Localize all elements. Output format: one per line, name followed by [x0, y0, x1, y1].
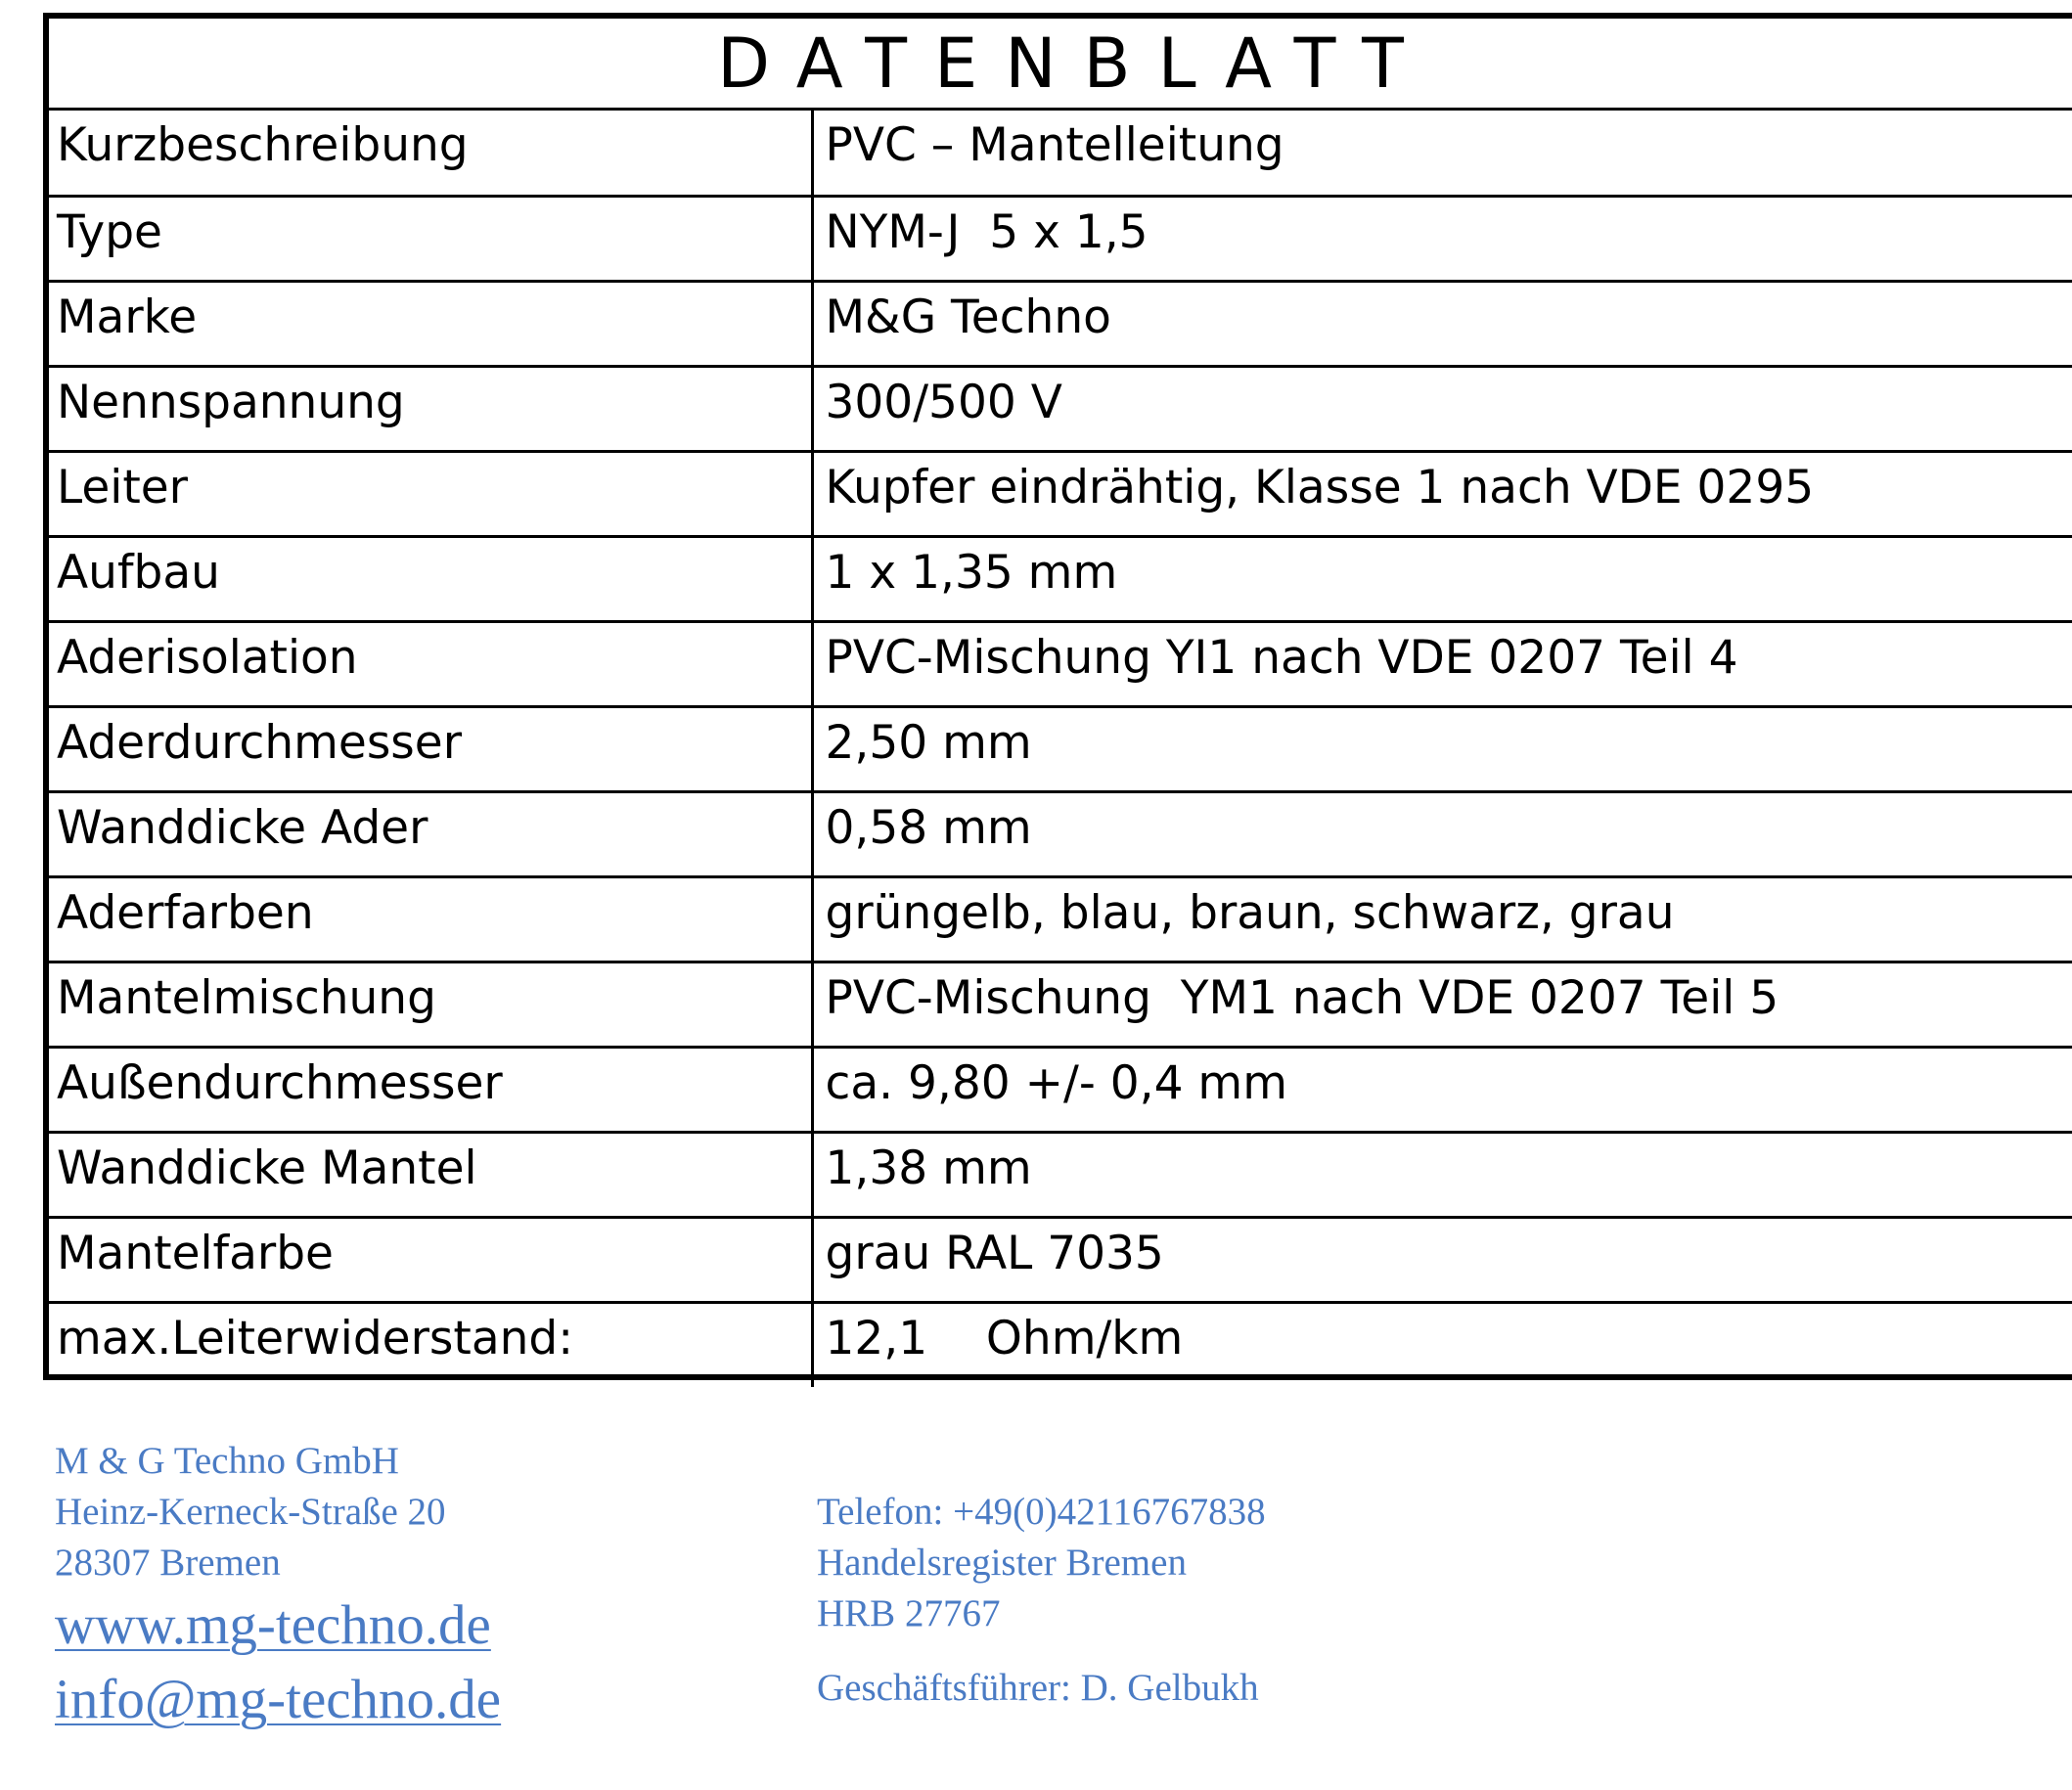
- table-row: [49, 196, 2072, 281]
- table-row: [49, 621, 2072, 706]
- datasheet-table: [43, 13, 2072, 1380]
- row-value: 2,50 mm: [812, 706, 2072, 791]
- company-street: Heinz-Kerneck-Straße 20: [55, 1491, 446, 1533]
- row-value: NYM-J 5 x 1,5: [812, 196, 2072, 281]
- company-registry-block: [817, 1487, 1266, 1714]
- row-value: ca. 9,80 +/- 0,4 mm: [812, 1047, 2072, 1132]
- company-register: Handelsregister Bremen: [817, 1542, 1187, 1584]
- table-row: [49, 451, 2072, 536]
- table-row: [49, 536, 2072, 621]
- row-value: PVC-Mischung YM1 nach VDE 0207 Teil 5: [812, 962, 2072, 1047]
- row-label: Aufbau: [49, 536, 812, 621]
- spec-table: [49, 111, 2072, 1387]
- row-label: Type: [49, 196, 812, 281]
- row-value: PVC – Mantelleitung: [812, 111, 2072, 196]
- row-label: Nennspannung: [49, 366, 812, 451]
- row-label: Aderfarben: [49, 876, 812, 962]
- row-label: Mantelfarbe: [49, 1217, 812, 1302]
- table-row: [49, 1302, 2072, 1387]
- table-row: [49, 876, 2072, 962]
- row-label: Außendurchmesser: [49, 1047, 812, 1132]
- company-director: Geschäftsführer: D. Gelbukh: [817, 1667, 1259, 1709]
- company-name: M & G Techno GmbH: [55, 1440, 399, 1482]
- datasheet-title: DATENBLATT: [49, 19, 2072, 111]
- row-label: Kurzbeschreibung: [49, 111, 812, 196]
- row-value: grau RAL 7035: [812, 1217, 2072, 1302]
- row-value: PVC-Mischung YI1 nach VDE 0207 Teil 4: [812, 621, 2072, 706]
- row-label: Marke: [49, 281, 812, 366]
- company-phone: Telefon: +49(0)42116767838: [817, 1491, 1266, 1533]
- table-row: [49, 706, 2072, 791]
- row-label: Wanddicke Ader: [49, 791, 812, 876]
- table-row: [49, 791, 2072, 876]
- company-address-block: [55, 1436, 501, 1737]
- row-value: M&G Techno: [812, 281, 2072, 366]
- row-value: grüngelb, blau, braun, schwarz, grau: [812, 876, 2072, 962]
- row-label: Mantelmischung: [49, 962, 812, 1047]
- spacer: [817, 1639, 1266, 1663]
- company-city: 28307 Bremen: [55, 1542, 281, 1584]
- email-link[interactable]: info@mg-techno.de: [55, 1669, 502, 1730]
- table-row: [49, 281, 2072, 366]
- row-value: Kupfer eindrähtig, Klasse 1 nach VDE 0295: [812, 451, 2072, 536]
- row-label: Wanddicke Mantel: [49, 1132, 812, 1217]
- row-label: Aderdurchmesser: [49, 706, 812, 791]
- table-row: [49, 1217, 2072, 1302]
- table-row: [49, 962, 2072, 1047]
- table-row: [49, 366, 2072, 451]
- row-value: 300/500 V: [812, 366, 2072, 451]
- row-value: 0,58 mm: [812, 791, 2072, 876]
- website-link[interactable]: www.mg-techno.de: [55, 1594, 491, 1656]
- table-row: [49, 111, 2072, 196]
- company-hrb: HRB 27767: [817, 1592, 1001, 1634]
- row-label: max.Leiterwiderstand:: [49, 1302, 812, 1387]
- row-value: 12,1 Ohm/km: [825, 1311, 1184, 1365]
- row-value: 1 x 1,35 mm: [812, 536, 2072, 621]
- row-label: Aderisolation: [49, 621, 812, 706]
- table-row: [49, 1047, 2072, 1132]
- row-value: 1,38 mm: [812, 1132, 2072, 1217]
- row-label: Leiter: [49, 451, 812, 536]
- table-row: [49, 1132, 2072, 1217]
